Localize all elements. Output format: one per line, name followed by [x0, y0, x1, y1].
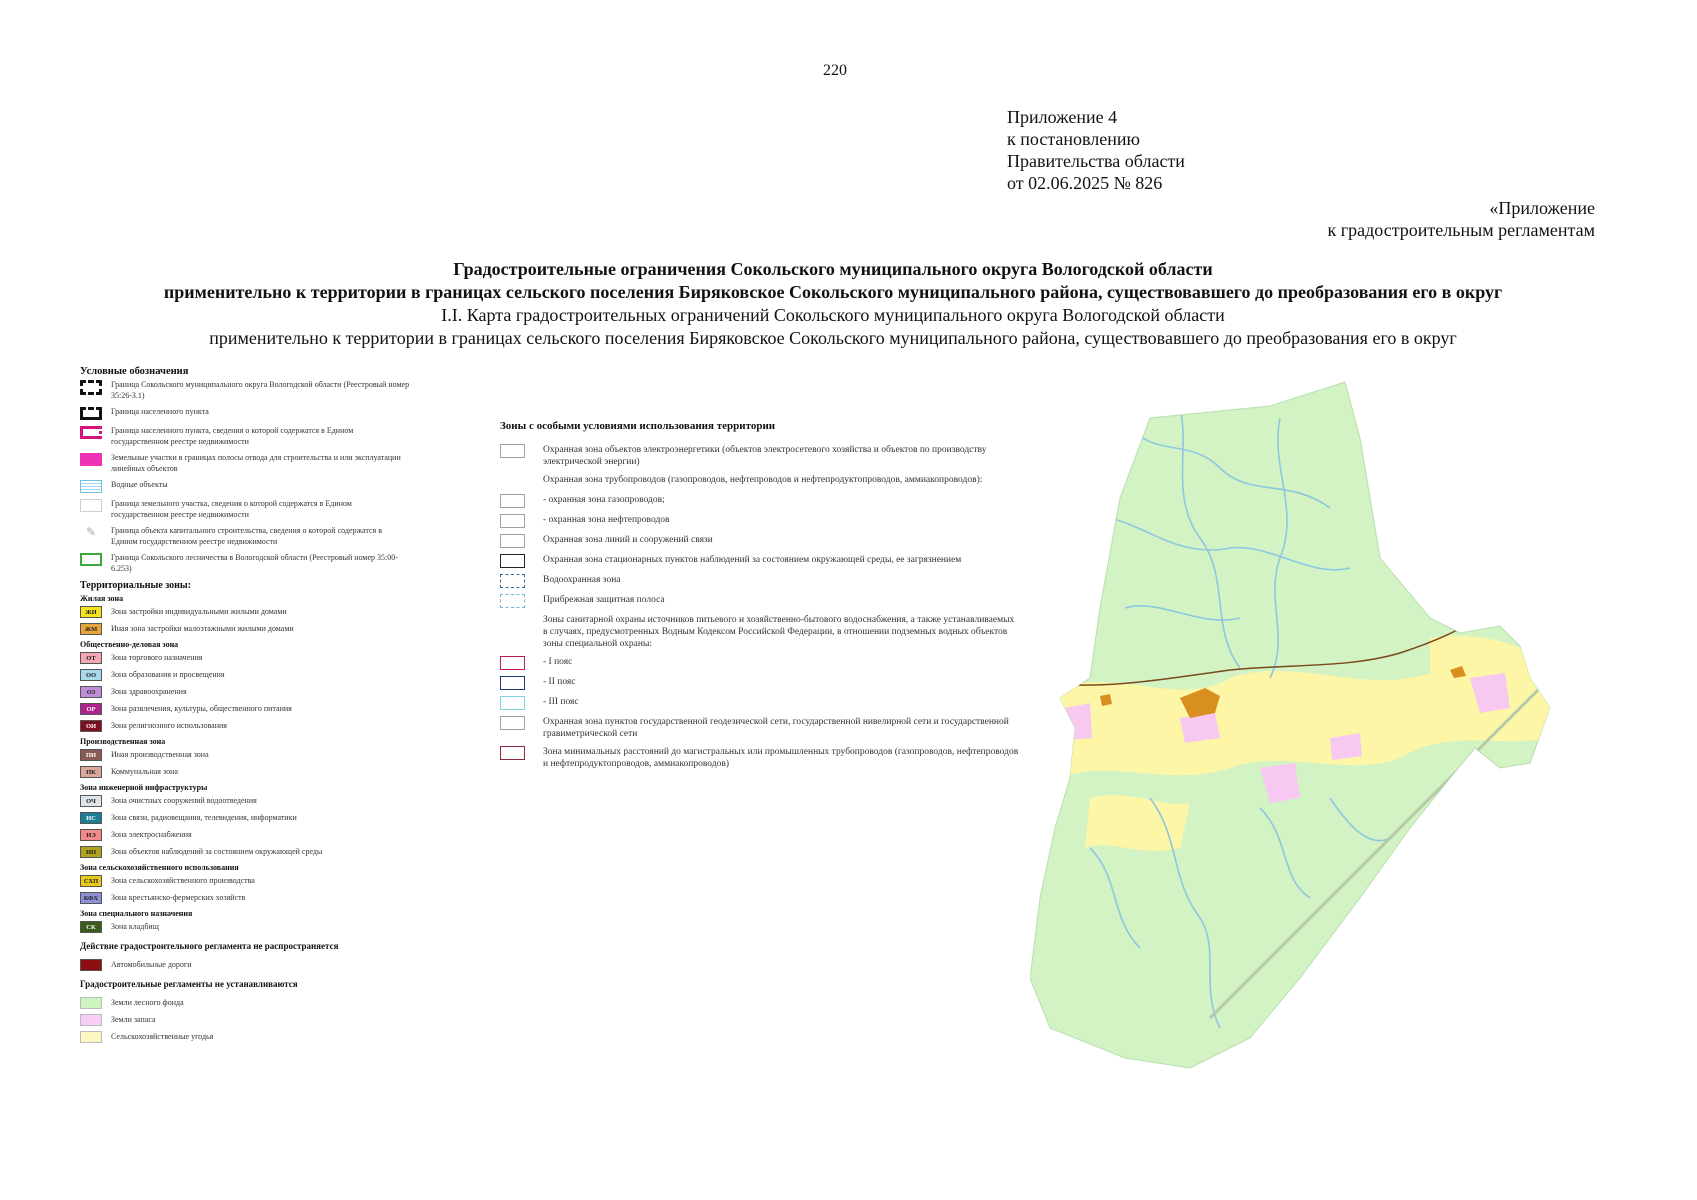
special-zone-item: [500, 746, 1020, 770]
title-normal-1: I.I. Карта градостроительных ограничений Сокольского муниципального округа Вологодской области: [441, 305, 1225, 325]
nonreg-item: [80, 1014, 410, 1026]
zone-item: [80, 766, 410, 778]
zone-swatch: [80, 703, 102, 715]
legend-label: Граница Сокольского лесничества в Вологодской области (Реестровый номер 35:00-6.253): [111, 553, 398, 573]
special-zone-label: Зона минимальных расстояний до магистральных или промышленных трубопроводов (газопроводов, нефтепроводов и нефтепродуктопроводов, аммиакопроводов): [543, 747, 1019, 769]
zone-label: Зона крестьянско-фермерских хозяйств: [111, 892, 246, 902]
special-zone-label: Зоны санитарной охраны источников питьевого и хозяйственно-бытового водоснабжения, а также устанавливаемых в случаях, предусмотренных Водным Кодексом Российской Федерации, в отношении подземных водных объектов зоны специальной охраны:: [543, 615, 1015, 649]
special-zone-symbol: [500, 534, 525, 548]
zone-label: Зона религиозного использования: [111, 720, 227, 730]
annex-line: от 02.06.2025 № 826: [1007, 173, 1163, 193]
zone-code: ИЭ: [86, 831, 96, 839]
special-zone-symbol: [500, 716, 525, 730]
title-bold-2: применительно к территории в границах сельского поселения Биряковское Сокольского муниципального района, существовавшего до преобразования его в округ: [163, 282, 1503, 302]
special-zone-item: [500, 716, 1020, 740]
special-zone-symbol: [500, 676, 525, 690]
legend-item: [80, 426, 410, 447]
special-zone-label: - III пояс: [543, 697, 579, 707]
zone-item: [80, 875, 410, 887]
special-zone-symbol: [500, 594, 525, 608]
special-zone-label: - охранная зона газопроводов;: [543, 495, 665, 505]
legend-label: Граница населенного пункта, сведения о которой содержатся в Едином государственном реестре недвижимости: [111, 426, 354, 446]
zone-code: ИН: [85, 848, 97, 856]
zone-swatch: [80, 669, 102, 681]
zone-item: [80, 720, 410, 732]
special-zones-legend: [500, 420, 1020, 776]
forestry-boundary-symbol: [80, 553, 102, 566]
legend-label: Земельные участки в границах полосы отвода для строительства и или эксплуатации линейных объектов: [111, 453, 401, 473]
zone-item: [80, 652, 410, 664]
zone-group-title: Зона сельскохозяйственного использования: [80, 863, 239, 872]
legend-item: [80, 380, 410, 401]
special-zone-item: [500, 534, 1020, 548]
zone-item: [80, 606, 410, 618]
special-zones-heading: Зоны с особыми условиями использования территории: [500, 420, 776, 432]
settlement-egrn-boundary-symbol: [80, 426, 102, 439]
forest-land-swatch: [80, 997, 102, 1009]
zone-label: Иная производственная зона: [111, 749, 209, 759]
zone-swatch: [80, 892, 102, 904]
zone-item: [80, 686, 410, 698]
special-zone-item: [500, 444, 1020, 468]
special-zone-symbol: [500, 746, 525, 760]
legend-label: Граница объекта капитального строительства, сведения о которой содержатся в Едином государственном реестре недвижимости: [111, 526, 382, 546]
special-zone-symbol: [500, 614, 525, 628]
annex-line: Правительства области: [1007, 151, 1185, 171]
special-zone-symbol: [500, 494, 525, 508]
zone-item: [80, 829, 410, 841]
zone-code: ОР: [86, 705, 96, 713]
legend: [80, 366, 410, 1048]
zone-item: [80, 921, 410, 933]
zone-item: [80, 795, 410, 807]
special-zone-label: - охранная зона нефтепроводов: [543, 515, 670, 525]
zone-swatch: [80, 921, 102, 933]
zone-label: Зона торгового назначения: [111, 652, 203, 662]
annex-line: к постановлению: [1007, 129, 1140, 149]
zone-group-title: Зона инженерной инфраструктуры: [80, 783, 208, 792]
zone-swatch: [80, 829, 102, 841]
zone-swatch: [80, 652, 102, 664]
zone-code: ОЗ: [86, 688, 96, 696]
zone-swatch: [80, 720, 102, 732]
zone-item: [80, 703, 410, 715]
nonreg-label: Земли лесного фонда: [111, 997, 184, 1007]
special-zone-item: [500, 514, 1020, 528]
page-number: 220: [823, 62, 847, 79]
zone-label: Зона связи, радиовещания, телевидения, информатики: [111, 812, 297, 822]
nonreg-item: [80, 997, 410, 1009]
zone-label: Иная зона застройки малоэтажными жилыми домами: [111, 623, 294, 633]
zone-item: [80, 812, 410, 824]
zone-code: ЖМ: [84, 625, 98, 633]
zone-item: [80, 669, 410, 681]
zone-swatch: [80, 749, 102, 761]
nonreg-item: [80, 1031, 410, 1043]
zone-item: [80, 846, 410, 858]
special-zone-label: Охранная зона линий и сооружений связи: [543, 535, 713, 545]
zone-group-title: Производственная зона: [80, 737, 166, 746]
special-zone-symbol: [500, 554, 525, 568]
zone-swatch: [80, 795, 102, 807]
annex-reg-line: «Приложение: [1489, 198, 1595, 218]
zone-code: ИС: [86, 814, 96, 822]
annex-line: Приложение 4: [1007, 107, 1118, 127]
special-zone-symbol: [500, 656, 525, 670]
reserve-land: [1065, 703, 1092, 740]
zone-code: ЖИ: [85, 608, 97, 616]
water-objects-symbol: [80, 480, 102, 493]
legend-item: [80, 526, 410, 547]
annex-block: [1007, 106, 1185, 194]
legend-label: Водные объекты: [111, 480, 168, 489]
zone-code: СК: [86, 923, 96, 931]
special-zone-symbol: [500, 474, 525, 488]
zone-code: СХП: [83, 877, 99, 885]
road-swatch: [80, 959, 102, 971]
special-zone-label: Охранная зона объектов электроэнергетики (объектов электросетевого хозяйства и объектов по производству электрической энергии): [543, 445, 987, 467]
special-zone-item: [500, 494, 1020, 508]
title-normal-2: применительно к территории в границах сельского поселения Биряковское Сокольского муниципального района, существовавшего до преобразования его в округ: [209, 328, 1457, 348]
zone-group-title: Общественно-деловая зона: [80, 640, 179, 649]
zone-item: [80, 623, 410, 635]
zone-swatch: [80, 812, 102, 824]
special-zone-symbol: [500, 696, 525, 710]
zone-code: ОЧ: [86, 797, 96, 805]
special-zone-label: - I пояс: [543, 657, 573, 667]
zone-swatch: [80, 875, 102, 887]
title-bold-1: Градостроительные ограничения Сокольского муниципального округа Вологодской области: [453, 259, 1213, 279]
legend-label: Граница населенного пункта: [111, 407, 209, 416]
reserve-land-swatch: [80, 1014, 102, 1026]
district-map: [1030, 378, 1630, 1078]
land-plot-boundary-symbol: [80, 499, 102, 512]
roads-heading: Действие градостроительного регламента не распространяется: [80, 941, 339, 951]
zone-label: Коммунальная зона: [111, 766, 178, 776]
zone-label: Зона объектов наблюдений за состоянием окружающей среды: [111, 846, 323, 856]
zone-label: Зона сельскохозяйственного производства: [111, 875, 255, 885]
zone-label: Зона застройки индивидуальными жилыми домами: [111, 606, 287, 616]
special-zone-item: [500, 574, 1020, 588]
zone-code: ПИ: [85, 751, 97, 759]
special-zone-label: Охранная зона стационарных пунктов наблюдений за состоянием окружающей среды, ее загрязнением: [543, 555, 962, 565]
zone-code: ОТ: [86, 654, 96, 662]
legend-item: [80, 480, 410, 493]
zone-code: ПК: [86, 768, 96, 776]
zone-label: Зона кладбищ: [111, 921, 159, 931]
zone-group-title: Жилая зона: [80, 594, 124, 603]
special-zone-item: [500, 554, 1020, 568]
special-zones-list: [500, 444, 1020, 770]
legend-item: [80, 407, 410, 420]
zone-label: Зона развлечения, культуры, общественного питания: [111, 703, 292, 713]
legend-heading: Условные обозначения: [80, 366, 189, 377]
nonreg-label: Сельскохозяйственные угодья: [111, 1031, 214, 1041]
nonreg-heading: Градостроительные регламенты не устанавливаются: [80, 979, 298, 989]
linear-objects-symbol: [80, 453, 102, 466]
territorial-zones-heading: Территориальные зоны:: [80, 580, 192, 591]
settlement-boundary-symbol: [80, 407, 102, 420]
special-zone-label: Прибрежная защитная полоса: [543, 595, 665, 605]
agri-land-swatch: [80, 1031, 102, 1043]
legend-label: Граница земельного участка, сведения о которой содержатся в Едином государственном реестре недвижимости: [111, 499, 352, 519]
reserve-land: [1180, 713, 1220, 743]
special-zone-label: Водоохранная зона: [543, 575, 621, 585]
annex-reg-line: к градостроительным регламентам: [1327, 220, 1595, 240]
settlement: [1100, 694, 1112, 706]
special-zone-label: Охранная зона пунктов государственной геодезической сети, государственной нивелирной сети и государственной гравиметрической сети: [543, 717, 1009, 739]
zone-label: Зона образования и просвещения: [111, 669, 225, 679]
special-zone-item: [500, 594, 1020, 608]
zone-item: [80, 892, 410, 904]
nonreg-label: Земли запаса: [111, 1014, 156, 1024]
zone-swatch: [80, 623, 102, 635]
special-zone-item: [500, 676, 1020, 690]
okrug-boundary-symbol: [80, 380, 102, 395]
zone-code: ОИ: [85, 722, 97, 730]
special-zone-symbol: [500, 444, 525, 458]
zone-swatch: [80, 846, 102, 858]
annex-reg-block: [1327, 197, 1595, 241]
legend-label: Граница Сокольского муниципального округа Вологодской области (Реестровый номер 35:26-3.1): [111, 380, 410, 400]
special-zone-item: [500, 474, 1020, 488]
special-zone-item: [500, 696, 1020, 710]
special-zone-symbol: [500, 574, 525, 588]
zone-code: КФХ: [83, 894, 99, 902]
special-zone-item: [500, 656, 1020, 670]
building-boundary-symbol: ✎: [85, 525, 97, 539]
zone-code: ОО: [85, 671, 97, 679]
legend-item: [80, 499, 410, 520]
zone-swatch: [80, 606, 102, 618]
road-item: [80, 959, 410, 971]
zone-label: Зона очистных сооружений водоотведения: [111, 795, 257, 805]
zone-swatch: [80, 686, 102, 698]
map-titles: [0, 258, 1666, 350]
legend-item: [80, 553, 410, 574]
territorial-zones: [80, 594, 410, 1043]
zone-item: [80, 749, 410, 761]
road-label: Автомобильные дороги: [111, 959, 192, 969]
zone-label: Зона электроснабжения: [111, 829, 192, 839]
zone-label: Зона здравоохранения: [111, 686, 187, 696]
legend-item: [80, 453, 410, 474]
special-zone-label: - II пояс: [543, 677, 576, 687]
special-zone-item: [500, 614, 1020, 650]
zone-group-title: Зона специального назначения: [80, 909, 193, 918]
special-zone-symbol: [500, 514, 525, 528]
zone-swatch: [80, 766, 102, 778]
special-zone-label: Охранная зона трубопроводов (газопроводов, нефтепроводов и нефтепродуктопроводов, аммиакопроводов):: [543, 475, 983, 485]
